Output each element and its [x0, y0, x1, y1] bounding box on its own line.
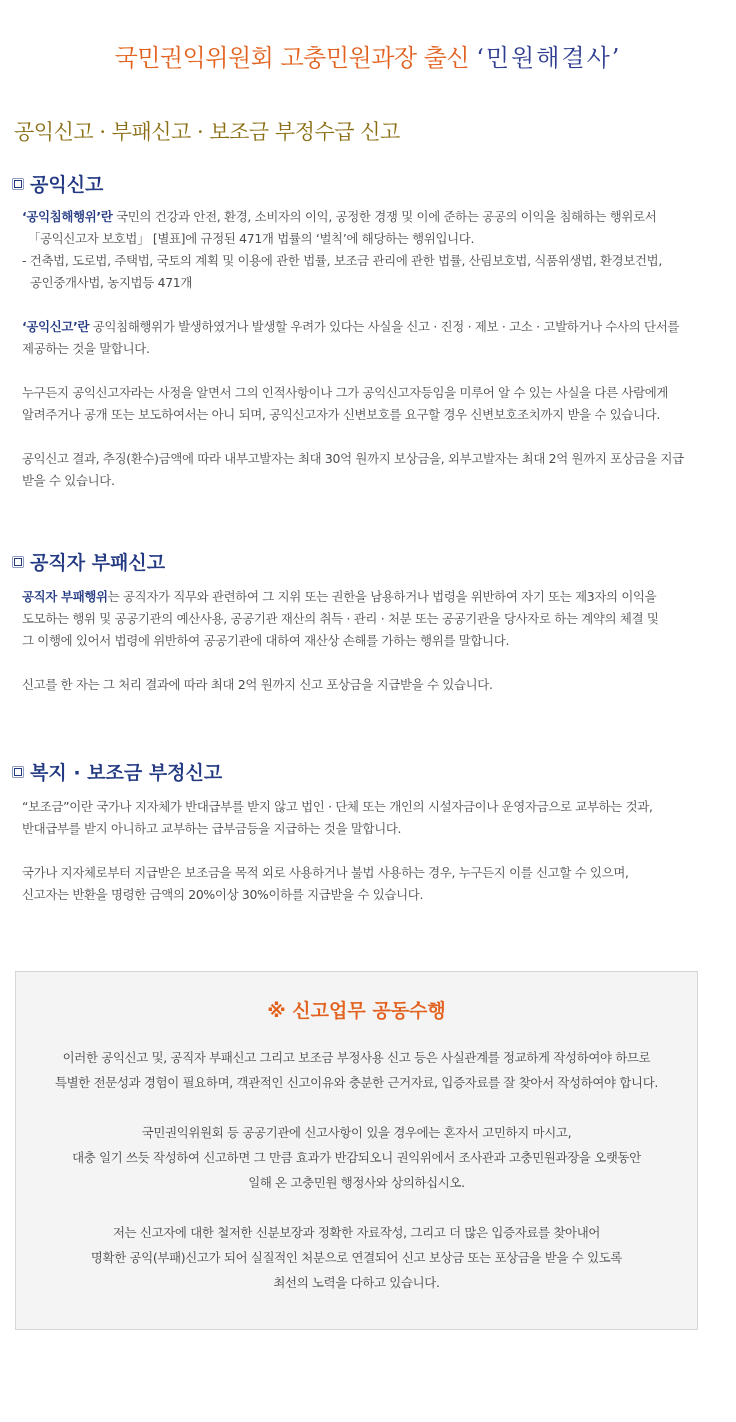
paragraph-line: 제공하는 것을 말합니다.: [22, 341, 150, 356]
section-title-corruption: 공직자 부패신고: [14, 548, 165, 575]
notice-paragraph: [16, 1045, 697, 1095]
square-bullet-icon: [14, 558, 22, 566]
paragraph-line: 반대급부를 받지 아니하고 교부하는 급부금등을 지급하는 것을 말합니다.: [22, 821, 402, 836]
notice-line: 명확한 공익(부패)신고가 되어 실질적인 처분으로 연결되어 신고 보상금 또는 포상금을 받을 수 있도록: [90, 1250, 623, 1265]
notice-title: ※ 신고업무 공동수행: [267, 1000, 446, 1022]
paragraph-line: “보조금”이란 국가나 지자체가 반대급부를 받지 않고 법인 · 단체 또는 개인의 시설자금이나 운영자금으로 교부하는 것과,: [22, 799, 653, 814]
banner-brand: ‘민원해결사’: [476, 44, 622, 72]
notice-line: 일해 온 고충민원 행정사와 상의하십시오.: [248, 1175, 465, 1190]
paragraph-line: 그 이행에 있어서 법령에 위반하여 공공기관에 대하여 재산상 손해를 가하는 행위를 말합니다.: [22, 633, 510, 648]
banner-org: 국민권익위원회 고충민원과장 출신: [114, 44, 470, 72]
section-body-corruption: [22, 586, 712, 696]
paragraph-line: 신고자는 반환을 명령한 금액의 20%이상 30%이하를 지급받을 수 있습니다.: [22, 887, 424, 902]
notice-line: 이러한 공익신고 및, 공직자 부패신고 그리고 보조금 부정사용 신고 등은 사실관계를 정교하게 작성하여야 하므로: [62, 1050, 651, 1065]
paragraph-line: 국가나 지자체로부터 지급받은 보조금을 목적 외로 사용하거나 불법 사용하는 경우, 누구든지 이를 신고할 수 있으며,: [22, 865, 629, 880]
section-body-subsidy: [22, 796, 712, 906]
notice-line: 국민권익위원회 등 공공기관에 신고사항이 있을 경우에는 혼자서 고민하지 마시고,: [141, 1125, 572, 1140]
section-body-public-interest: [22, 206, 712, 492]
paragraph-line: 누구든지 공익신고자라는 사정을 알면서 그의 인적사항이나 그가 공익신고자등임을 미루어 알 수 있는 사실을 다른 사람에게: [22, 385, 669, 400]
square-bullet-icon: [14, 768, 22, 776]
notice-paragraph: [16, 1220, 697, 1295]
paragraph-line: ‘공익신고’란 공익침해행위가 발생하였거나 발생할 우려가 있다는 사실을 신고 · 진정 · 제보 · 고소 · 고발하거나 수사의 단서를: [22, 319, 680, 334]
notice-paragraph: [16, 1120, 697, 1195]
notice-line: 대충 일기 쓰듯 작성하여 신고하면 그 만큼 효과가 반감되오니 권익위에서 조사관과 고충민원과장을 오랫동안: [72, 1150, 641, 1165]
square-bullet-icon: [14, 180, 22, 188]
main-heading: 공익신고 · 부패신고 · 보조금 부정수급 신고: [14, 120, 400, 144]
paragraph-line: 「공익신고자 보호법」 [별표]에 규정된 471개 법률의 ‘벌칙’에 해당하는 행위입니다.: [28, 231, 475, 246]
paragraph-line: 공인중개사법, 농지법등 471개: [30, 275, 193, 290]
paragraph-line: 공직자 부패행위는 공직자가 직무와 관련하여 그 지위 또는 권한을 남용하거나 법령을 위반하여 자기 또는 제3자의 이익을: [22, 589, 657, 604]
section-title-public-interest: 공익신고: [14, 170, 103, 197]
paragraph-line: 도모하는 행위 및 공공기관의 예산사용, 공공기관 재산의 취득 · 관리 · 처분 또는 공공기관을 당사자로 하는 계약의 체결 및: [22, 611, 659, 626]
joint-work-notice-box: [15, 971, 698, 1330]
section-title-subsidy: 복지 · 보조금 부정신고: [14, 758, 222, 785]
paragraph-line: 신고를 한 자는 그 처리 결과에 따라 최대 2억 원까지 신고 포상금을 지급받을 수 있습니다.: [22, 677, 493, 692]
paragraph-line: 받을 수 있습니다.: [22, 473, 115, 488]
notice-line: 최선의 노력을 다하고 있습니다.: [273, 1275, 440, 1290]
paragraph-line: 공익신고 결과, 추징(환수)금액에 따라 내부고발자는 최대 30억 원까지 보상금을, 외부고발자는 최대 2억 원까지 포상금을 지급: [22, 451, 684, 466]
paragraph-line: ‘공익침해행위’란 국민의 건강과 안전, 환경, 소비자의 이익, 공정한 경쟁 및 이에 준하는 공공의 이익을 침해하는 행위로서: [22, 209, 657, 224]
notice-line: 저는 신고자에 대한 철저한 신분보장과 정확한 자료작성, 그리고 더 많은 입증자료를 찾아내어: [112, 1225, 601, 1240]
paragraph-line: 알려주거나 공개 또는 보도하여서는 아니 되며, 공익신고자가 신변보호를 요구할 경우 신변보호조치까지 받을 수 있습니다.: [22, 407, 661, 422]
notice-line: 특별한 전문성과 경험이 필요하며, 객관적인 신고이유와 충분한 근거자료, 입증자료를 잘 찾아서 작성하여야 합니다.: [54, 1075, 659, 1090]
page-banner: [0, 38, 736, 73]
paragraph-line: - 건축법, 도로법, 주택법, 국토의 계획 및 이용에 관한 법률, 보조금 관리에 관한 법률, 산림보호법, 식품위생법, 환경보건법,: [22, 253, 662, 268]
